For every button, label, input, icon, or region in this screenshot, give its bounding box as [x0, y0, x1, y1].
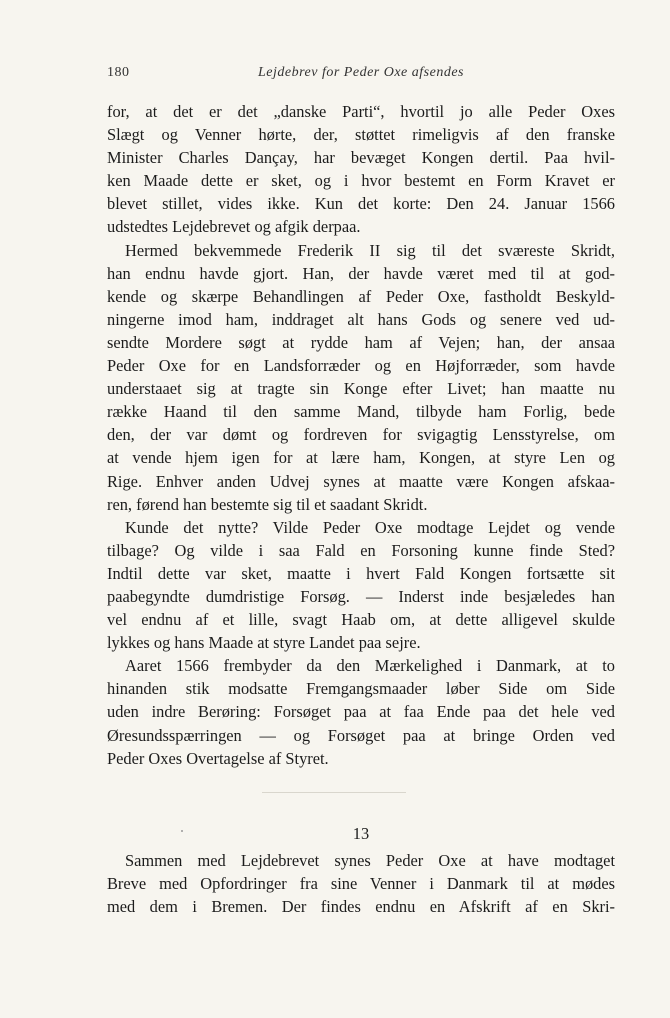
text-line: tilbage? Og vilde i saa Fald en Forsoning kunne finde Sted? — [107, 540, 615, 560]
text-line: Indtil dette var sket, maatte i hvert Fald Kongen fortsætte sit — [107, 563, 615, 583]
section-number: 13 — [352, 824, 370, 843]
text-line: Rige. Enhver anden Udvej synes at maatte være Kongen afskaa- — [107, 471, 615, 491]
text-line: Slægt og Venner hørte, der, støttet rimeligvis af den franske — [107, 125, 615, 145]
text-line: Peder Oxes Overtagelse af Styret. — [107, 748, 329, 768]
text-line: Øresundsspærringen — og Forsøget paa at bringe Orden ved — [107, 725, 615, 745]
text-line: udstedtes Lejdebrevet og afgik derpaa. — [107, 217, 361, 237]
text-line: Breve med Opfordringer fra sine Venner i Danmark til at mødes — [107, 874, 615, 894]
text-line: Peder Oxe for en Landsforræder og en Højforræder, som havde — [107, 356, 615, 376]
text-line: han endnu havde gjort. Han, der havde været med til at god- — [107, 263, 615, 283]
text-line: at vende hjem igen for at lære ham, Kongen, at styre Len og — [107, 448, 615, 468]
text-line: blevet stillet, vides ikke. Kun det korte: Den 24. Januar 1566 — [107, 194, 615, 214]
section-text — [107, 849, 615, 918]
page-number: 180 — [107, 65, 130, 80]
text-line: kende og skærpe Behandlingen af Peder Oxe, fastholdt Beskyld- — [107, 286, 615, 306]
running-title: Lejdebrev for Peder Oxe afsendes — [258, 65, 464, 80]
text-line: ren, førend han bestemte sig til et saadant Skridt. — [107, 494, 428, 514]
text-line: række Haand til den samme Mand, tilbyde ham Forlig, bede — [107, 402, 615, 422]
text-line: med dem i Bremen. Der findes endnu en Afskrift af en Skri- — [107, 897, 615, 917]
text-line: Minister Charles Dançay, har bevæget Kongen dertil. Paa hvil- — [107, 148, 615, 168]
paragraph-start-line: Hermed bekvemmede Frederik II sig til det sværeste Skridt, — [125, 240, 615, 260]
text-line: vel endnu af et lille, svagt Haab om, at dette alligevel skulde — [107, 610, 615, 630]
paragraph-start-line: Sammen med Lejdebrevet synes Peder Oxe at have modtaget — [125, 851, 615, 870]
running-head — [107, 65, 615, 87]
text-line: paabegyndte dumdristige Forsøg. — Inderst inde besjæledes han — [107, 586, 615, 606]
main-text — [107, 100, 615, 770]
section-divider — [262, 792, 406, 793]
text-line: uden indre Berøring: Forsøget paa at faa Ende paa det hele ved — [107, 702, 615, 722]
text-line: ningerne imod ham, inddraget alt hans Gods og senere ved ud- — [107, 309, 615, 329]
text-line: hinanden stik modsatte Fremgangsmaader løber Side om Side — [107, 679, 615, 699]
paragraph-start-line: Aaret 1566 frembyder da den Mærkelighed i Danmark, at to — [125, 656, 615, 676]
text-line: lykkes og hans Maade at styre Landet paa sejre. — [107, 633, 421, 653]
text-line: ken Maade dette er sket, og i hvor bestemt en Form Kravet er — [107, 171, 615, 191]
text-line: understaaet sig at tragte sin Konge efter Livet; han maatte nu — [107, 379, 615, 399]
paragraph-start-line: Kunde det nytte? Vilde Peder Oxe modtage Lejdet og vende — [125, 517, 615, 537]
text-line: den, der var dømt og fordreven for svigagtig Lensstyrelse, om — [107, 425, 615, 445]
text-line: sendte Mordere søgt at rydde ham af Vejen; han, der ansaa — [107, 332, 615, 352]
text-line: for, at det er det „danske Parti“, hvortil jo alle Peder Oxes — [107, 102, 615, 121]
